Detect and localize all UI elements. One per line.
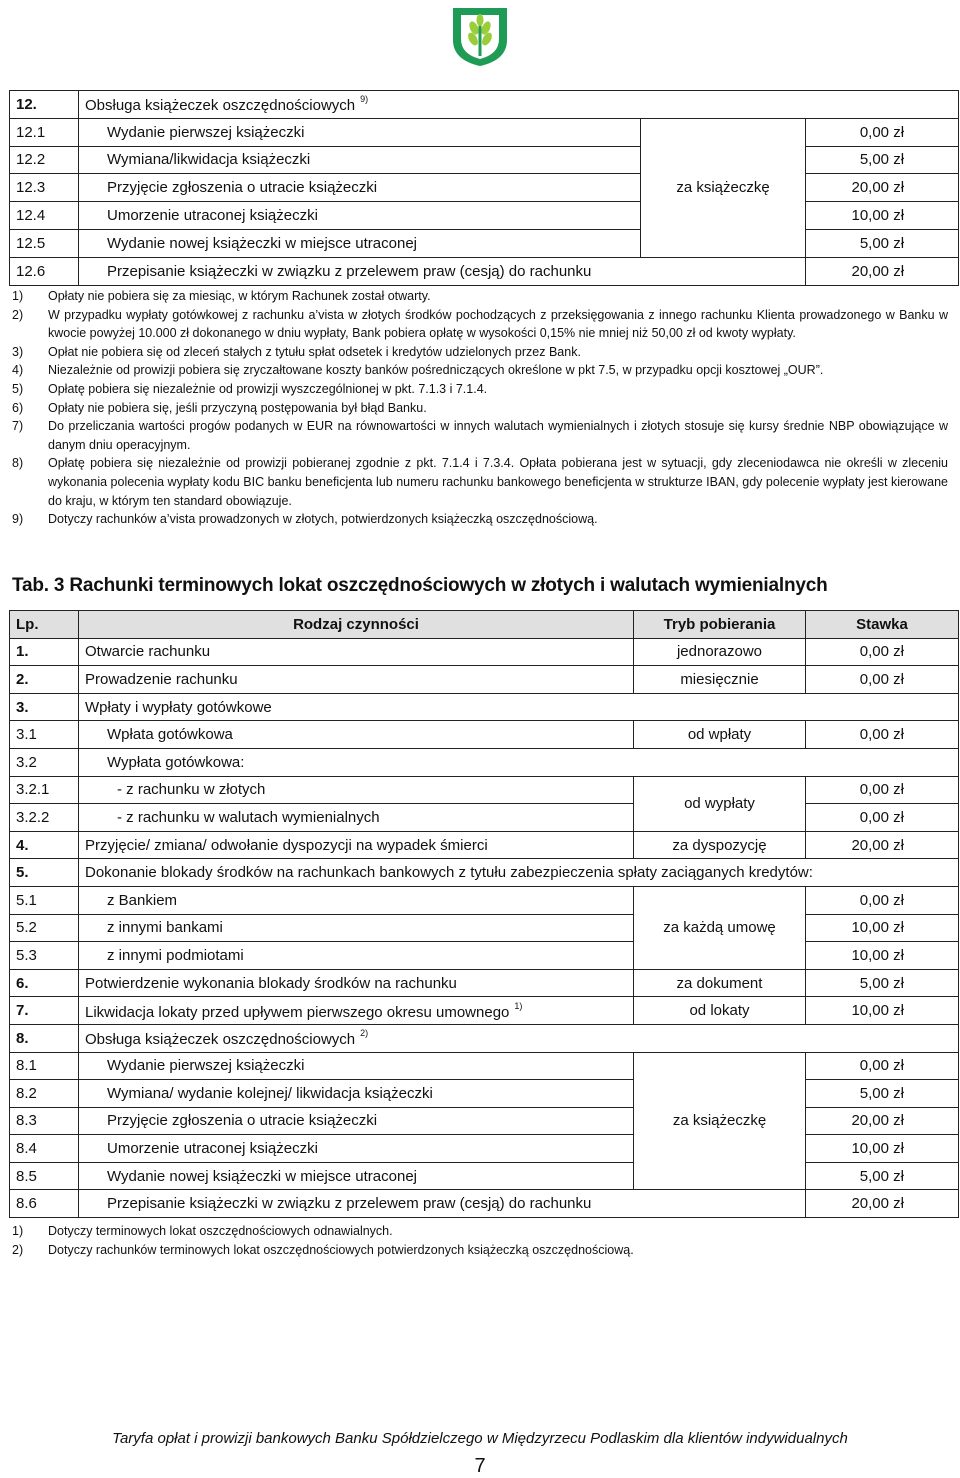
- header-description: Rodzaj czynności: [79, 611, 634, 639]
- row-number: 3.2.2: [10, 804, 79, 832]
- table-row: [10, 118, 959, 146]
- table-row: [10, 997, 959, 1025]
- footnote-text: Opłatę pobiera się niezależnie od prowizji wyszczególnionej w pkt. 7.1.3 i 7.1.4.: [48, 381, 488, 396]
- row-number: 8.5: [10, 1162, 79, 1190]
- row-description: Przepisanie książeczki w związku z przelewem praw (cesją) do rachunku: [79, 1190, 806, 1218]
- row-number: 5.: [10, 859, 79, 887]
- table-row: [10, 1190, 959, 1218]
- row-description: Umorzenie utraconej książeczki: [79, 1135, 634, 1163]
- footnote-text: Dotyczy rachunków terminowych lokat oszczędnościowych potwierdzonych książeczką oszczędnościową.: [48, 1242, 634, 1257]
- row-number: 12.1: [10, 118, 79, 146]
- row-amount: 5,00 zł: [806, 1080, 959, 1108]
- row-description: Obsługa książeczek oszczędnościowych $^{9)}$: [79, 91, 959, 119]
- header-lp: Lp.: [10, 611, 79, 639]
- row-amount: 0,00 zł: [806, 638, 959, 666]
- row-description: Wpłaty i wypłaty gotówkowe: [79, 693, 959, 721]
- row-description: - z rachunku w złotych: [79, 776, 634, 804]
- footnote-number: 1): [12, 1224, 24, 1238]
- table-row: [10, 886, 959, 914]
- table-header-row: [10, 611, 959, 639]
- table-3-title: [12, 575, 828, 597]
- table-row: [10, 942, 959, 970]
- table-row: [10, 174, 959, 202]
- footnote: [12, 399, 948, 418]
- footnote: [12, 306, 948, 343]
- table-row: [10, 1162, 959, 1190]
- row-mode: za książeczkę: [634, 1052, 806, 1190]
- table-row: [10, 666, 959, 694]
- row-description: Prowadzenie rachunku: [79, 666, 634, 694]
- row-description: - z rachunku w walutach wymienialnych: [79, 804, 634, 832]
- footnote-number: 8): [12, 456, 24, 471]
- row-mode: miesięcznie: [634, 666, 806, 694]
- row-number: 7.: [10, 997, 79, 1025]
- row-amount: 5,00 zł: [806, 1162, 959, 1190]
- footnote-text: Do przeliczania wartości progów podanych w EUR na równowartości w innych walutach wymienialnych i złotych stosuje się kursy średnie NBP obowiązujące w danym dniu operacyjnym.: [48, 419, 948, 452]
- footnote-number: 2): [12, 1242, 24, 1257]
- table-row: [10, 776, 959, 804]
- row-description: Wypłata gotówkowa:: [79, 748, 959, 776]
- table-row: [10, 146, 959, 174]
- footnote-number: 7): [12, 419, 24, 434]
- row-description: Dokonanie blokady środków na rachunkach bankowych z tytułu zabezpieczenia spłaty zaciąganych kredytów:: [79, 859, 959, 887]
- footnote-text: Dotyczy terminowych lokat oszczędnościowych odnawialnych.: [48, 1224, 393, 1238]
- row-number: 3.1: [10, 721, 79, 749]
- footnotes-table-3: [12, 1222, 948, 1259]
- row-mode: za każdą umowę: [634, 886, 806, 969]
- row-number: 5.2: [10, 914, 79, 942]
- row-amount: 0,00 zł: [806, 776, 959, 804]
- row-description: z Bankiem: [79, 886, 634, 914]
- footnote: [12, 1241, 948, 1260]
- page-footer: Taryfa opłat i prowizji bankowych Banku Spółdzielczego w Międzyrzecu Podlaskim dla klientów indywidualnych: [112, 1430, 848, 1447]
- row-amount: 20,00 zł: [806, 1107, 959, 1135]
- row-number: 8.1: [10, 1052, 79, 1080]
- footnote-text: Niezależnie od prowizji pobiera się zryczałtowane koszty banków pośredniczących określone w pkt 7.5, w przypadku opcji kosztowej „OUR”.: [48, 363, 824, 378]
- row-description: Przyjęcie zgłoszenia o utracie książeczki: [79, 174, 641, 202]
- table-title-text: Rachunki terminowych lokat oszczędnościowych w złotych i walutach wymienialnych: [69, 575, 828, 596]
- footnote: [12, 287, 948, 306]
- row-mode: od wypłaty: [634, 776, 806, 831]
- fees-table-3: [9, 610, 959, 1218]
- row-number: 3.2: [10, 748, 79, 776]
- footnote: [12, 510, 948, 529]
- header-mode: Tryb pobierania: [634, 611, 806, 639]
- row-description: Obsługa książeczek oszczędnościowych $^{2)}$: [79, 1024, 959, 1052]
- row-number: 8.4: [10, 1135, 79, 1163]
- row-amount: 5,00 zł: [806, 146, 959, 174]
- row-amount: 0,00 zł: [806, 721, 959, 749]
- row-number: 6.: [10, 969, 79, 997]
- table-row: [10, 804, 959, 832]
- table-row: [10, 1080, 959, 1108]
- row-description: z innymi podmiotami: [79, 942, 634, 970]
- table-row: [10, 969, 959, 997]
- footnotes-table-12: [12, 287, 948, 529]
- row-number: 1.: [10, 638, 79, 666]
- row-mode: jednorazowo: [634, 638, 806, 666]
- row-mode: od lokaty: [634, 997, 806, 1025]
- table-row: [10, 831, 959, 859]
- row-mode: od wpłaty: [634, 721, 806, 749]
- table-row: [10, 91, 959, 119]
- footnote-text: Opłat nie pobiera się od zleceń stałych z tytułu spłat odsetek i kredytów udzielonych przez Bank.: [48, 344, 581, 359]
- table-row: [10, 229, 959, 257]
- footnote-number: 6): [12, 400, 24, 415]
- row-number: 12.: [10, 91, 79, 119]
- row-amount: 10,00 zł: [806, 942, 959, 970]
- footnote: [12, 361, 948, 380]
- footnote: [12, 343, 948, 362]
- row-mode: za książeczkę: [641, 118, 806, 257]
- table-row: [10, 1135, 959, 1163]
- row-amount: 0,00 zł: [806, 666, 959, 694]
- row-description: Przyjęcie zgłoszenia o utracie książeczki: [79, 1107, 634, 1135]
- footnote-number: 3): [12, 344, 24, 359]
- row-amount: 20,00 zł: [806, 1190, 959, 1218]
- table-row: [10, 721, 959, 749]
- row-number: 5.1: [10, 886, 79, 914]
- table-row: [10, 638, 959, 666]
- row-amount: 20,00 zł: [806, 257, 959, 285]
- footnote: [12, 454, 948, 510]
- footnote-text: Opłaty nie pobiera się, jeśli przyczyną postępowania był błąd Banku.: [48, 400, 427, 415]
- row-description: Likwidacja lokaty przed upływem pierwszego okresu umownego $^{1)}$: [79, 997, 634, 1025]
- table-row: [10, 1052, 959, 1080]
- page-number: 7: [474, 1455, 486, 1477]
- row-amount: 5,00 zł: [806, 969, 959, 997]
- row-description: Wydanie nowej książeczki w miejsce utraconej: [79, 1162, 634, 1190]
- row-number: 5.3: [10, 942, 79, 970]
- row-number: 8.6: [10, 1190, 79, 1218]
- footnote-text: W przypadku wypłaty gotówkowej z rachunku a’vista w złotych środków pochodzących z przeksięgowania z innego rachunku Klienta prowadzonego w Banku w kwocie powyżej 10.000 zł dokonanego w dniu wypłaty, Bank pobiera opłatę w wysokości 0,15% nie mniej niż 50,00 zł od kwoty wypłaty.: [48, 307, 948, 341]
- row-description: Otwarcie rachunku: [79, 638, 634, 666]
- table-row: [10, 202, 959, 230]
- row-description: Wymiana/likwidacja książeczki: [79, 146, 641, 174]
- row-number: 4.: [10, 831, 79, 859]
- row-amount: 10,00 zł: [806, 202, 959, 230]
- header-rate: Stawka: [806, 611, 959, 639]
- row-number: 8.2: [10, 1080, 79, 1108]
- row-amount: 20,00 zł: [806, 831, 959, 859]
- footnote-number: 9): [12, 512, 24, 527]
- row-amount: 20,00 zł: [806, 174, 959, 202]
- footnote: [12, 380, 948, 399]
- table-row: [10, 914, 959, 942]
- footnote-number: 5): [12, 381, 24, 396]
- row-description: Wpłata gotówkowa: [79, 721, 634, 749]
- row-amount: 10,00 zł: [806, 914, 959, 942]
- table-row: [10, 257, 959, 285]
- row-description: Potwierdzenie wykonania blokady środków na rachunku: [79, 969, 634, 997]
- table-row: [10, 1024, 959, 1052]
- row-description: Wydanie pierwszej książeczki: [79, 118, 641, 146]
- row-number: 8.3: [10, 1107, 79, 1135]
- table-row: [10, 859, 959, 887]
- row-amount: 10,00 zł: [806, 997, 959, 1025]
- row-description: Wydanie pierwszej książeczki: [79, 1052, 634, 1080]
- row-amount: 0,00 zł: [806, 1052, 959, 1080]
- row-amount: 5,00 zł: [806, 229, 959, 257]
- table-row: [10, 693, 959, 721]
- footnote-number: 1): [12, 289, 24, 303]
- footnote-text: Opłatę pobiera się niezależnie od prowizji pobieranej zgodnie z pkt. 7.1.4 i 7.3.4. Opłata pobierana jest w sytuacji, gdy zleceniodawca nie określi w zleceniu wykonania polecenia wypłaty kodu BIC banku beneficjenta lub numeru rachunku bankowego beneficjenta w strukturze IBAN, gdy polecenie wypłaty jest kierowane do kraju, w którym ten standard obowiązuje.: [48, 456, 948, 508]
- table-label: Tab. 3: [12, 575, 65, 596]
- row-description: Wydanie nowej książeczki w miejsce utraconej: [79, 229, 641, 257]
- row-number: 3.2.1: [10, 776, 79, 804]
- row-description: z innymi bankami: [79, 914, 634, 942]
- row-number: 3.: [10, 693, 79, 721]
- row-number: 12.4: [10, 202, 79, 230]
- row-description: Przyjęcie/ zmiana/ odwołanie dyspozycji na wypadek śmierci: [79, 831, 634, 859]
- footnote-text: Opłaty nie pobiera się za miesiąc, w którym Rachunek został otwarty.: [48, 289, 431, 303]
- footnote-text: Dotyczy rachunków a’vista prowadzonych w złotych, potwierdzonych książeczką oszczędnościową.: [48, 512, 598, 527]
- fees-table-12: [9, 90, 959, 286]
- row-description: Przepisanie książeczki w związku z przelewem praw (cesją) do rachunku: [79, 257, 806, 285]
- footnote: [12, 1222, 948, 1241]
- table-row: [10, 748, 959, 776]
- row-number: 8.: [10, 1024, 79, 1052]
- row-description: Wymiana/ wydanie kolejnej/ likwidacja książeczki: [79, 1080, 634, 1108]
- row-description: Umorzenie utraconej książeczki: [79, 202, 641, 230]
- row-amount: 0,00 zł: [806, 804, 959, 832]
- row-number: 12.3: [10, 174, 79, 202]
- row-number: 12.2: [10, 146, 79, 174]
- footnote: [12, 417, 948, 454]
- row-amount: 0,00 zł: [806, 118, 959, 146]
- footnote-number: 4): [12, 363, 24, 378]
- row-number: 12.5: [10, 229, 79, 257]
- row-mode: za dokument: [634, 969, 806, 997]
- bank-wheat-logo-icon: [443, 4, 517, 68]
- row-amount: 0,00 zł: [806, 886, 959, 914]
- row-amount: 10,00 zł: [806, 1135, 959, 1163]
- footnote-number: 2): [12, 307, 24, 322]
- table-row: [10, 1107, 959, 1135]
- row-number: 12.6: [10, 257, 79, 285]
- row-number: 2.: [10, 666, 79, 694]
- row-mode: za dyspozycję: [634, 831, 806, 859]
